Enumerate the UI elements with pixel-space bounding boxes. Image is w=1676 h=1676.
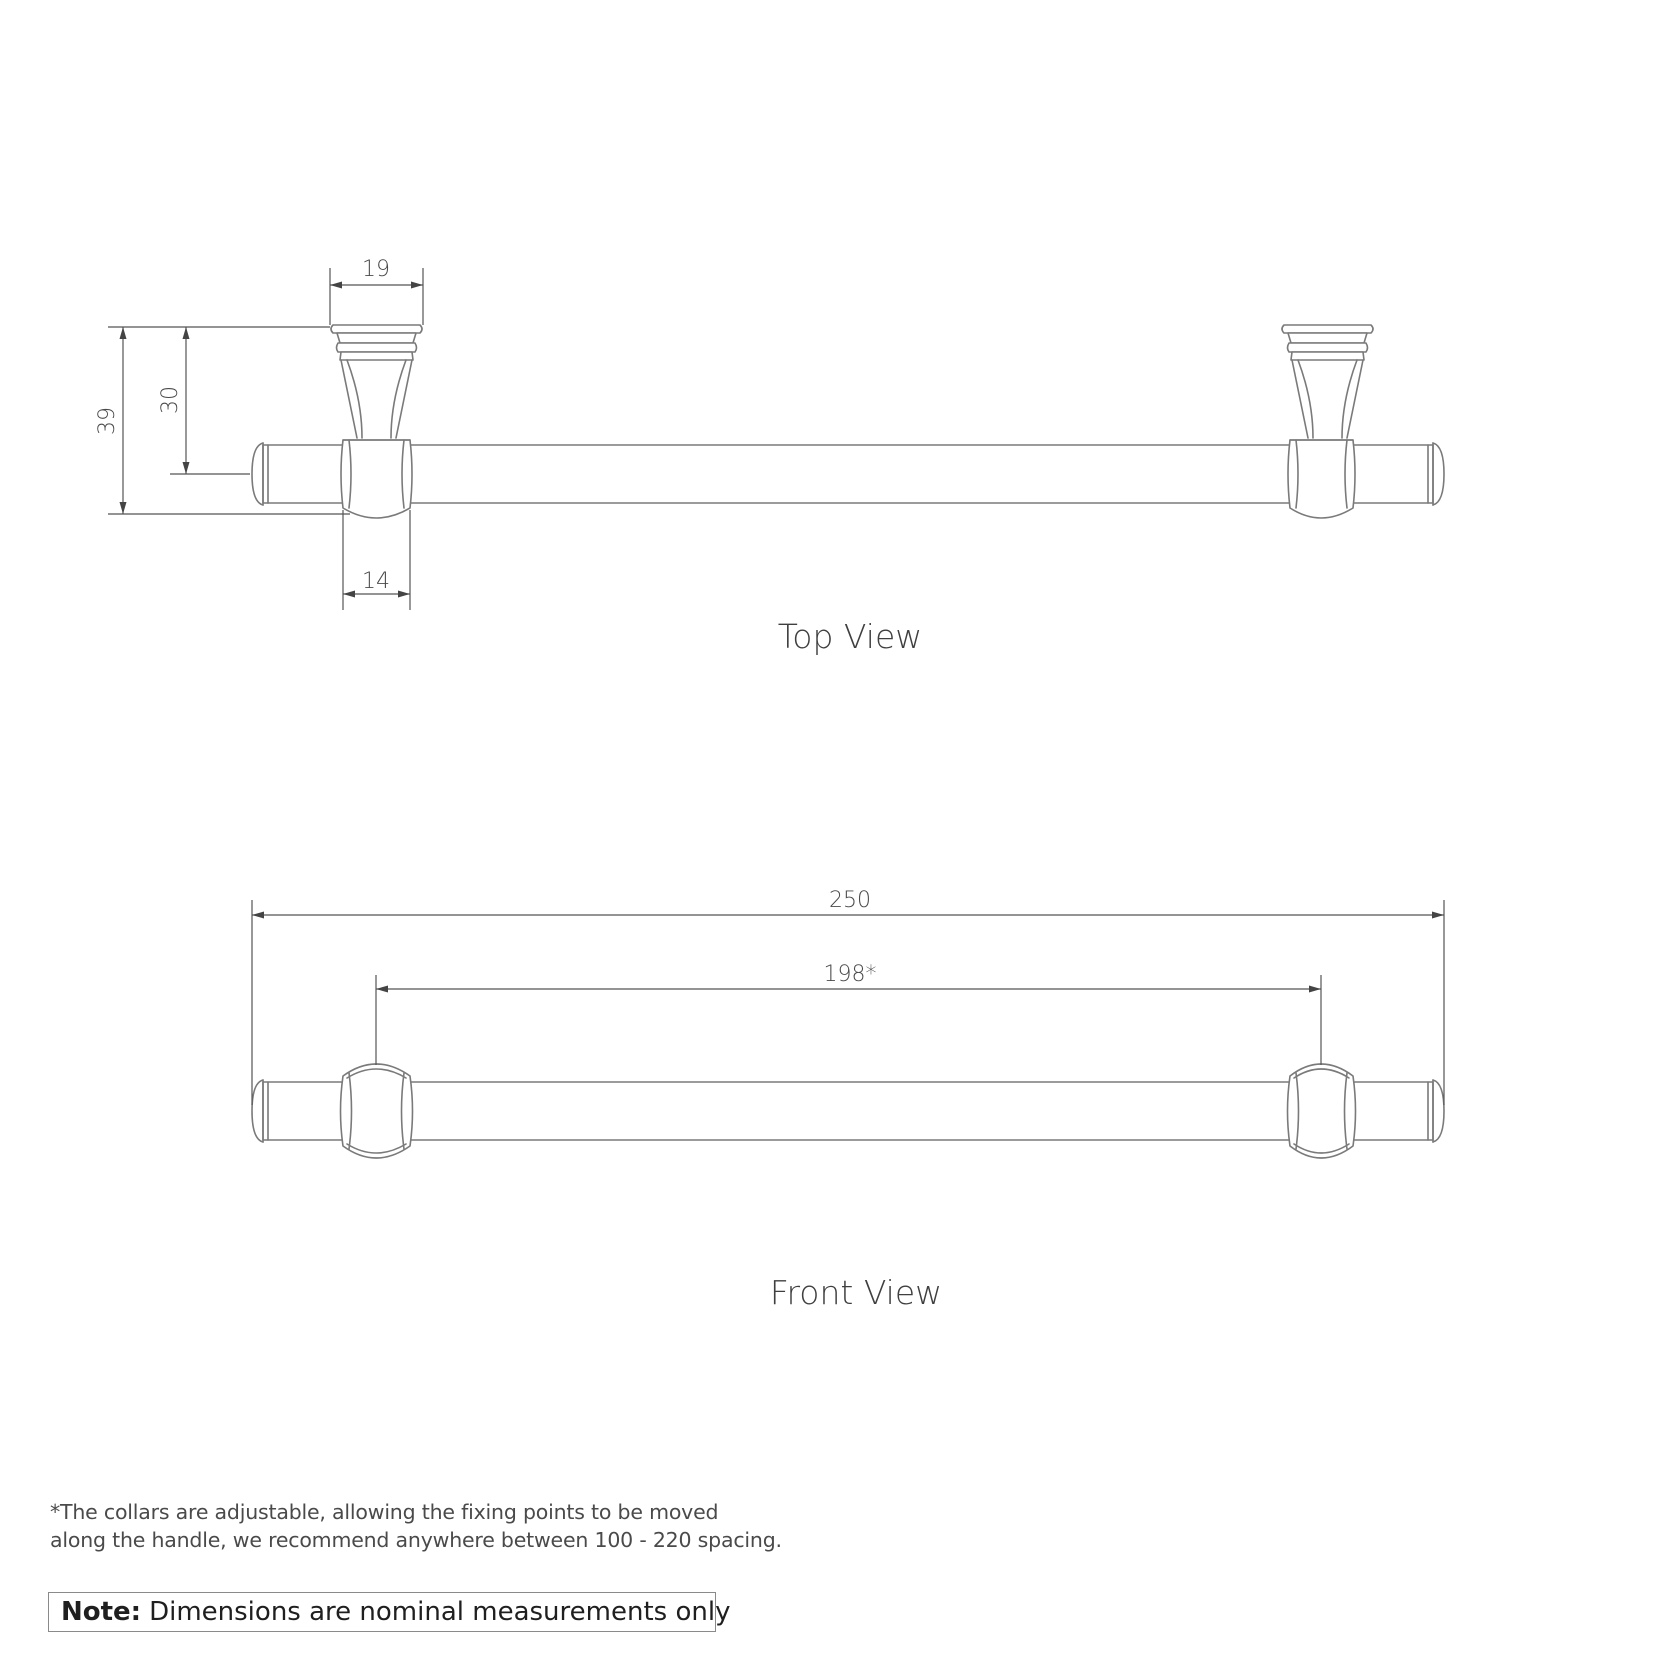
- nominal-measurements-note: [48, 1592, 731, 1632]
- top-right-end-cap: [1433, 443, 1444, 505]
- top-left-post: [331, 325, 422, 438]
- top-view: [95, 257, 1444, 656]
- note-label: Note:: [61, 1597, 142, 1627]
- dimension-collar-width-label: 14: [362, 569, 390, 594]
- dimension-fixing-centres-label: 198*: [823, 962, 877, 987]
- dimension-foot-projection: [158, 327, 250, 474]
- front-view: [252, 888, 1444, 1312]
- front-left-bar-end: [263, 1082, 343, 1140]
- top-left-end-cap: [252, 443, 263, 505]
- top-right-post: [1282, 325, 1373, 438]
- top-main-bar: [410, 445, 1290, 503]
- dimension-overall-length: [252, 888, 1444, 1105]
- top-left-collar: [341, 440, 412, 518]
- footnote-line-2: along the handle, we recommend anywhere between 100 - 220 spacing.: [50, 1528, 782, 1552]
- top-right-collar: [1288, 440, 1355, 518]
- front-right-bar-end: [1353, 1082, 1433, 1140]
- dimension-foot-width: [330, 257, 423, 325]
- dimension-overall-length-label: 250: [829, 888, 871, 913]
- dimension-total-projection: [95, 327, 350, 514]
- front-view-title: Front View: [769, 1273, 943, 1312]
- top-left-bar-end: [263, 445, 343, 503]
- top-view-handle: [252, 443, 1444, 505]
- dimension-collar-width: [343, 510, 410, 610]
- front-main-bar: [410, 1082, 1290, 1140]
- front-left-collar: [341, 1064, 413, 1158]
- front-right-collar: [1288, 1064, 1356, 1158]
- adjustable-collars-footnote: [50, 1498, 810, 1554]
- footnote-line-1: *The collars are adjustable, allowing the fixing points to be moved: [50, 1500, 719, 1524]
- dimension-fixing-centres: [376, 962, 1321, 1065]
- top-right-bar-end: [1353, 445, 1433, 503]
- dimension-foot-projection-label: 30: [158, 386, 183, 414]
- dimension-foot-width-label: 19: [362, 257, 390, 282]
- note-text: Dimensions are nominal measurements only: [149, 1597, 731, 1627]
- top-view-title: Top View: [777, 617, 923, 656]
- front-view-handle: [252, 1080, 1444, 1142]
- dimension-total-projection-label: 39: [95, 407, 120, 435]
